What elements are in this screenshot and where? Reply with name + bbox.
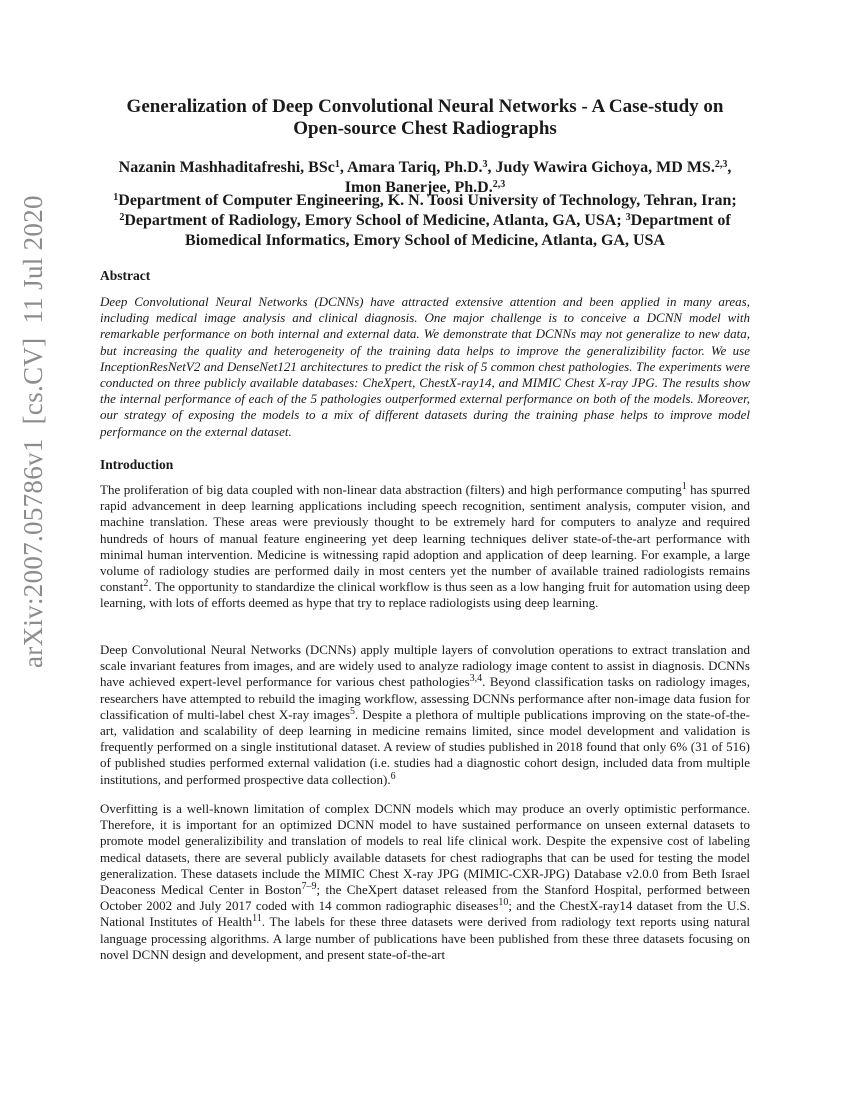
intro-paragraph-1 xyxy=(100,482,750,612)
affil-marker: 2 xyxy=(119,212,125,223)
arxiv-date: 11 Jul 2020 xyxy=(18,195,48,324)
text-run: . The labels for these three datasets were derived from radiology text reports using natural language processing algorithms. A large number of publications have been published from these three datasets focusing on novel DCNN design and development, and present state-of-the-art xyxy=(100,914,750,962)
text-run: ; and the ChestX-ray14 dataset from the U.S. National Institutes of Health xyxy=(100,898,751,930)
author-name: Nazanin Mashhaditafreshi, BSc xyxy=(118,159,335,176)
citation: 3,4 xyxy=(469,673,483,685)
citation: 7–9 xyxy=(301,881,317,893)
abstract-body xyxy=(100,294,750,440)
affiliations xyxy=(100,191,750,251)
title-line-1: Generalization of Deep Convolutional Neural Networks - A Case-study on xyxy=(126,96,724,117)
author-name: , Judy Wawira Gichoya, MD MS. xyxy=(487,159,715,176)
arxiv-category: [cs.CV] xyxy=(18,337,48,425)
text-run: . Despite a plethora of multiple publications improving on the state-of-the-art, validation and scalability of deep learning in medicine remains limited, since model development and validation is frequently performed on a single institutional dataset. A review of studies published in 2018 found that only 6% (31 of 516) of published studies performed external validation (i.e. studies had a diagnostic cohort design, included data from multiple institutions, and performed prospective data collection). xyxy=(100,706,750,787)
citation: 11 xyxy=(252,913,262,925)
abstract-text: Deep Convolutional Neural Networks (DCNNs) have attracted extensive attention and been applied in many areas, including medical image analysis and clinical diagnosis. One major challenge is to conceive a DCNN model with remarkable performance on both internal and external data. We demonstrate that DCNNs may not generalize to new data, but increasing the quality and heterogeneity of the training data helps to improve the generalizibility factor. We use InceptionResNetV2 and DenseNet121 architectures to predict the risk of 5 common chest pathologies. The experiments were conducted on three publicly available databases: CheXpert, ChestX-ray14, and MIMIC Chest X-ray JPG. The results show the internal performance of each of the 5 pathologies outperformed external performance on both of the models. Moreover, our strategy of exposing the models to a mix of different datasets during the training phase helps to improve model performance on the external dataset. xyxy=(100,294,750,439)
text-run: The proliferation of big data coupled with non-linear data abstraction (filters) and high performance computing xyxy=(100,482,682,497)
author-line-1 xyxy=(100,158,750,178)
affiliation-3: Department of Biomedical Informatics, Emory School of Medicine, Atlanta, GA, USA xyxy=(185,212,731,249)
affil-marker: 1 xyxy=(113,192,119,203)
text-run: Overfitting is a well-known limitation of complex DCNN models which may produce an overly optimistic performance. Therefore, it is important for an optimized DCNN model to have sustained performance on unseen external datasets to promote model generalizibility and translation of models to real life clinical work. Despite the expensive cost of labeling medical datasets, there are several publicly available datasets for chest radiographs that can be used for testing the model generalization. These datasets include the MIMIC Chest X-ray JPG (MIMIC-CXR-JPG) Database v2.0.0 from Beth Israel Deaconess Medical Center in Boston xyxy=(100,801,750,898)
text-run: ; the CheXpert dataset released from the Stanford Hospital, performed between October 2002 and July 2017 coded with 14 common radiographic diseases xyxy=(100,882,750,914)
arxiv-id: arXiv:2007.05786v1 xyxy=(18,438,48,668)
introduction-heading: Introduction xyxy=(100,457,174,472)
author-affil-ref: 2,3 xyxy=(714,159,728,170)
abstract-heading: Abstract xyxy=(100,268,151,283)
affiliation-2: Department of Radiology, Emory School of Medicine, Atlanta, GA, USA; xyxy=(124,212,626,229)
citation: 1 xyxy=(681,481,687,492)
paper-title xyxy=(100,96,750,140)
citation: 6 xyxy=(390,770,396,782)
author-name: Imon Banerjee, Ph.D. xyxy=(344,179,493,196)
text-run: has spurred rapid advancement in deep learning applications including speech recognition, sentiment analysis, computer vision, and machine translation. These areas were previously thought to be extremely hard for computers to analyze and required hundreds of hours of manual feature engineering yet deep learning techniques deliver state-of-the-art performance with minimal human intervention. Medicine is witnessing rapid adoption and application of deep learning. For example, a large volume of radiology studies are performed daily in most centers yet the number of available trained radiologists remains constant xyxy=(100,482,750,595)
author-affil-ref: 3 xyxy=(482,159,488,170)
author-affil-ref: 2,3 xyxy=(492,179,506,190)
author-affil-ref: 1 xyxy=(334,159,340,170)
text-run: . Beyond classification tasks on radiology images, researchers have attempted to rebuild the imaging workflow, assessing DCNNs performance after non-image data fusion for classification of multi-label chest X-ray images xyxy=(100,674,750,722)
affil-marker: 3 xyxy=(625,212,631,223)
citation: 5 xyxy=(350,705,355,717)
author-separator: , xyxy=(727,159,732,176)
paragraph-text xyxy=(100,801,750,963)
citation: 10 xyxy=(498,897,509,909)
title-line-2: Open-source Chest Radiographs xyxy=(293,118,557,139)
text-run: . The opportunity to standardize the clinical workflow is thus seen as a low hanging fruit for automation using deep learning, with lots of efforts deemed as hype that try to replace radiologists using deep learning. xyxy=(100,579,750,611)
arxiv-sidebar-stamp xyxy=(18,181,49,668)
paragraph-text xyxy=(100,642,750,788)
author-name: , Amara Tariq, Ph.D. xyxy=(339,159,483,176)
intro-paragraph-3 xyxy=(100,801,750,963)
text-run: Deep Convolutional Neural Networks (DCNNs) apply multiple layers of convolution operations to extract translation and scale invariant features from images, and are widely used to analyze radiology image content to assist in diagnosis. DCNNs have achieved expert-level performance for various chest pathologies xyxy=(100,642,750,690)
paragraph-text xyxy=(100,482,750,612)
affiliation-1: Department of Computer Engineering, K. N. Toosi University of Technology, Tehran, Iran; xyxy=(118,192,737,209)
citation: 2 xyxy=(143,578,149,590)
intro-paragraph-2 xyxy=(100,642,750,788)
